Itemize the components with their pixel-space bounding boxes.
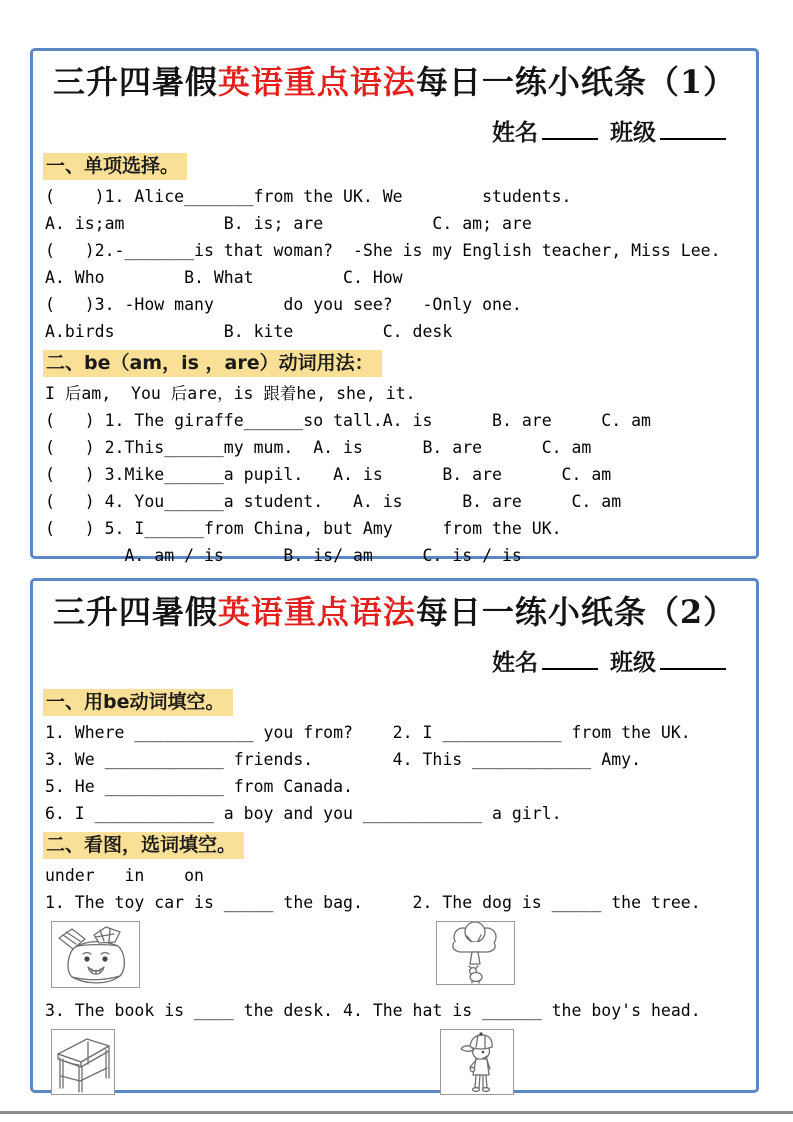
name-label: 姓名 xyxy=(491,649,538,676)
grammar-rule-line: I 后am, You 后are，is 跟着he, she, it. xyxy=(45,384,416,403)
section1-header: 一、用be动词填空。 xyxy=(43,689,233,716)
word-bank: under in on xyxy=(45,866,204,885)
class-blank xyxy=(660,645,726,670)
section2-header: 二、看图，选词填空。 xyxy=(43,832,244,859)
question-line: 3. The book is ____ the desk. 4. The hat is ______ the boy's head. xyxy=(45,1001,701,1020)
fill-blank-line: 5. He ____________ from Canada. xyxy=(45,777,353,796)
title-post: 每日一练小纸条（2） xyxy=(415,593,737,631)
name-label: 姓名 xyxy=(491,119,538,146)
name-class-line xyxy=(33,115,756,148)
desk-image xyxy=(52,1030,114,1094)
schoolbag-with-toy-car-image xyxy=(52,922,139,987)
question-line: ( )3. -How many do you see? -Only one. xyxy=(45,295,522,314)
fill-blank-line: 3. We ____________ friends. 4. This ____________ Amy. xyxy=(45,750,642,769)
tree-picture-frame xyxy=(436,921,515,985)
question-line: ( ) 3.Mike______a pupil. A. is B. are C. am xyxy=(45,465,612,484)
page-bottom-divider xyxy=(0,1111,793,1114)
fill-blank-line: 6. I ____________ a boy and you ____________ a girl. xyxy=(45,804,562,823)
boy-picture-frame xyxy=(440,1029,514,1095)
question-line: ( ) 4. You______a student. A. is B. are C. am xyxy=(45,492,622,511)
section1-header: 一、单项选择。 xyxy=(43,153,187,180)
question-line: 1. The toy car is _____ the bag. 2. The dog is _____ the tree. xyxy=(45,893,701,912)
class-blank xyxy=(660,115,726,140)
title-pre: 三升四暑假 xyxy=(52,593,218,631)
fill-blank-line: 1. Where ____________ you from? 2. I ____________ from the UK. xyxy=(45,723,691,742)
name-class-line xyxy=(33,645,756,678)
title-pre: 三升四暑假 xyxy=(52,63,218,101)
picture-row-2 xyxy=(33,1029,756,1095)
options-line: A. am / is B. is/ am C. is / is xyxy=(45,546,522,565)
class-label: 班级 xyxy=(610,119,656,146)
picture-row-1 xyxy=(33,921,756,988)
boy-with-hat-image xyxy=(441,1030,513,1094)
options-line: A.birds B. kite C. desk xyxy=(45,322,453,341)
question-line: ( )2.-_______is that woman? -She is my English teacher, Miss Lee. xyxy=(45,241,721,260)
worksheet-2-title xyxy=(33,590,756,634)
name-blank xyxy=(542,115,598,140)
worksheet-1 xyxy=(30,48,759,565)
question-line: ( )1. Alice_______from the UK. We students. xyxy=(45,187,572,206)
title-red-part: 英语重点语法 xyxy=(217,593,416,631)
worksheet-1-title xyxy=(33,60,756,104)
title-post: 每日一练小纸条（1） xyxy=(415,63,737,101)
question-line: ( ) 5. I______from China, but Amy from the UK. xyxy=(45,519,562,538)
worksheet-2 xyxy=(30,578,759,1093)
dog-under-tree-image xyxy=(437,922,514,984)
desk-picture-frame xyxy=(51,1029,115,1095)
section2-header: 二、be（am，is ，are）动词用法： xyxy=(43,350,382,377)
title-red-part: 英语重点语法 xyxy=(217,63,416,101)
question-line: ( ) 2.This______my mum. A. is B. are C. am xyxy=(45,438,592,457)
options-line: A. is;am B. is; are C. am; are xyxy=(45,214,532,233)
class-label: 班级 xyxy=(610,649,656,676)
question-line: ( ) 1. The giraffe______so tall.A. is B. are C. am xyxy=(45,411,651,430)
name-blank xyxy=(542,645,598,670)
bag-picture-frame xyxy=(51,921,140,988)
options-line: A. Who B. What C. How xyxy=(45,268,403,287)
